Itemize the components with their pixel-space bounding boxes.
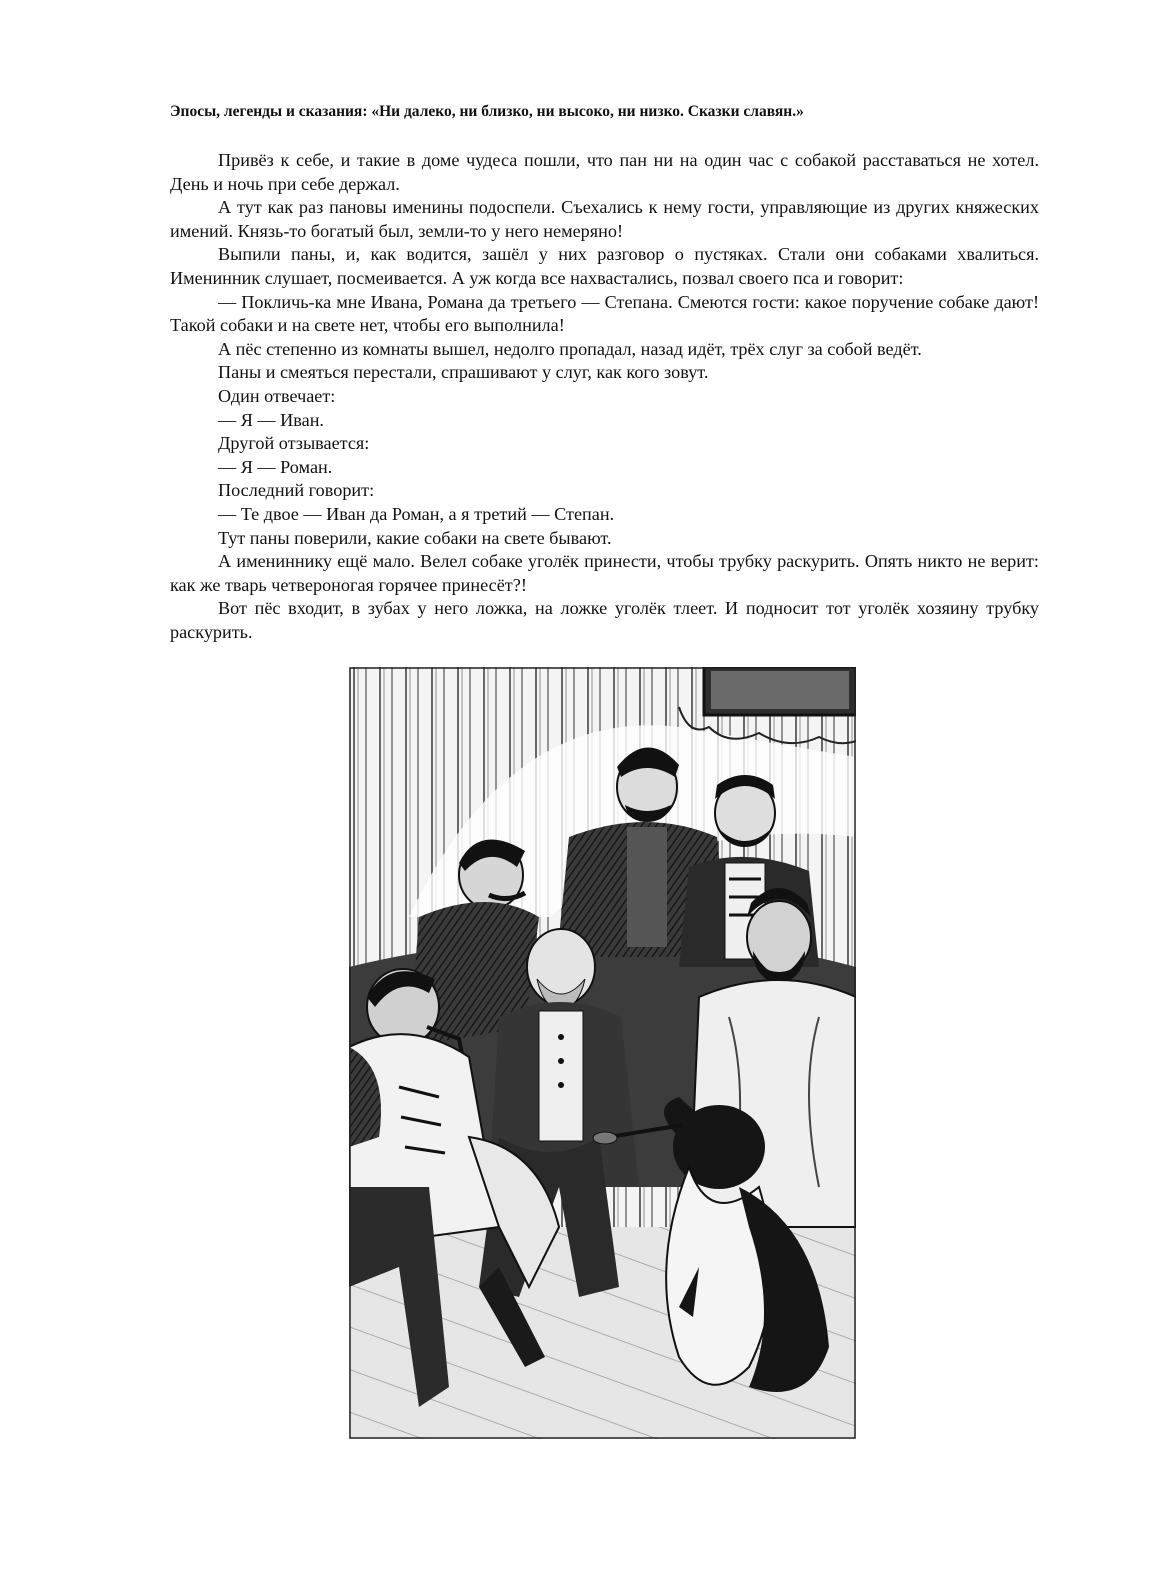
paragraph: Другой отзывается: [218, 433, 370, 454]
paragraph: Паны и смеяться перестали, спрашивают у слуг, как кого зовут. [218, 362, 709, 383]
paragraph: Тут паны поверили, какие собаки на свете бывают. [218, 527, 612, 548]
paragraph: Последний говорит: [218, 480, 375, 501]
paragraph: — Я — Роман. [218, 456, 333, 477]
illustration-drawing [349, 667, 856, 1439]
paragraph: — Покличь-ка мне Ивана, Романа да третьего — Степана. Смеются гости: какое поручение собаке дают! Такой собаки и на свете нет, чтобы его выполнила! [170, 291, 1039, 336]
paragraph: Выпили паны, и, как водится, зашёл у них разговор о пустяках. Стали они собаками хвалиться. Именинник слушает, посмеивается. А уж когда все нахвастались, позвал своего пса и говорит: [170, 244, 1039, 288]
story-text [170, 149, 1039, 644]
paragraph: А имениннику ещё мало. Велел собаке уголёк принести, чтобы трубку раскурить. Опять никто не верит: как же тварь четвероногая горячее принесёт?! [170, 551, 1039, 595]
story-illustration [349, 667, 856, 1439]
running-header: Эпосы, легенды и сказания: «Ни далеко, ни близко, ни высоко, ни низко. Сказки славян.» [170, 103, 804, 120]
paragraph: Один отвечает: [218, 385, 336, 406]
paragraph: А пёс степенно из комнаты вышел, недолго пропадал, назад идёт, трёх слуг за собой ведёт. [218, 338, 922, 359]
paragraph: — Те двое — Иван да Роман, а я третий — Степан. [218, 503, 615, 524]
paragraph: А тут как раз пановы именины подоспели. Съехались к нему гости, управляющие из других княжеских имений. Князь-то богатый был, земли-то у него немеряно! [170, 197, 1039, 241]
paragraph: Вот пёс входит, в зубах у него ложка, на ложке уголёк тлеет. И подносит тот уголёк хозяину трубку раскурить. [170, 598, 1039, 642]
paragraph: — Я — Иван. [218, 409, 324, 430]
paragraph: Привёз к себе, и такие в доме чудеса пошли, что пан ни на один час с собакой расставаться не хотел. День и ночь при себе держал. [170, 150, 1039, 194]
